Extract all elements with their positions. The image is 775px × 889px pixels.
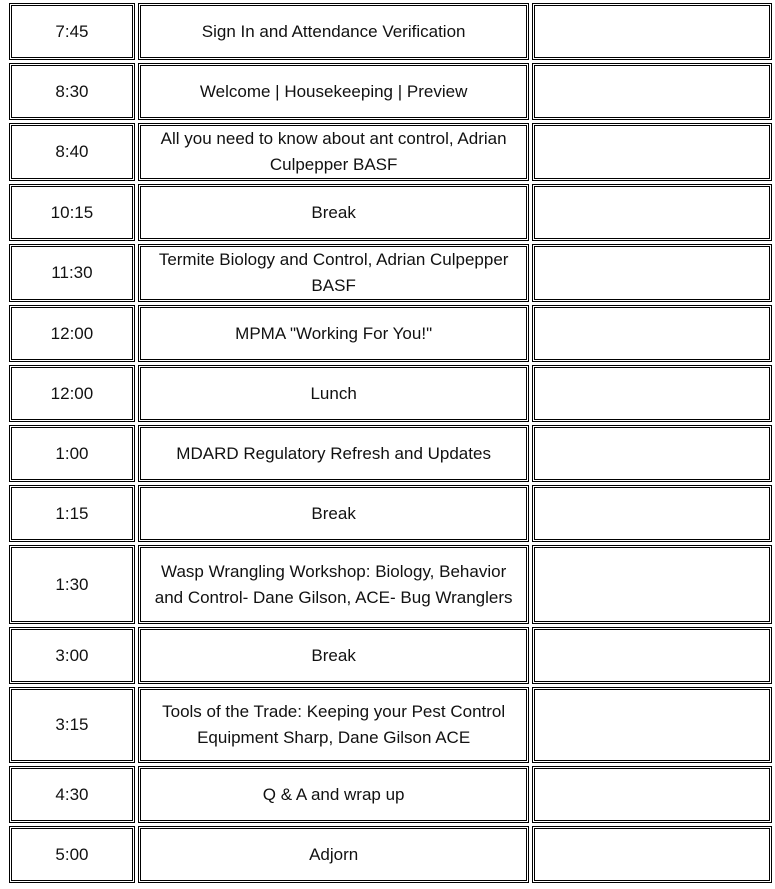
- agenda-row: [9, 365, 772, 422]
- agenda-title-cell: All you need to know about ant control, Adrian Culpepper BASF: [138, 123, 530, 181]
- agenda-time-cell: 10:15: [9, 184, 135, 241]
- agenda-time-cell: 12:00: [9, 365, 135, 422]
- agenda-note-cell: [532, 425, 772, 482]
- agenda-time-cell: 8:40: [9, 123, 135, 181]
- agenda-time-cell: 5:00: [9, 826, 135, 883]
- agenda-row: [9, 123, 772, 181]
- agenda-note-cell: [532, 123, 772, 181]
- agenda-time-cell: 12:00: [9, 305, 135, 362]
- agenda-time-cell: 7:45: [9, 3, 135, 60]
- agenda-row: [9, 826, 772, 883]
- agenda-time-cell: 1:15: [9, 485, 135, 542]
- agenda-body: [9, 3, 772, 883]
- agenda-time-cell: 8:30: [9, 63, 135, 120]
- agenda-time-cell: 3:15: [9, 687, 135, 763]
- agenda-row: [9, 184, 772, 241]
- agenda-note-cell: [532, 184, 772, 241]
- agenda-note-cell: [532, 826, 772, 883]
- agenda-row: [9, 3, 772, 60]
- agenda-row: [9, 687, 772, 763]
- agenda-row: [9, 244, 772, 302]
- agenda-title-cell: MDARD Regulatory Refresh and Updates: [138, 425, 530, 482]
- agenda-title-cell: Break: [138, 627, 530, 684]
- agenda-time-cell: 3:00: [9, 627, 135, 684]
- agenda-title-cell: Welcome | Housekeeping | Preview: [138, 63, 530, 120]
- agenda-note-cell: [532, 627, 772, 684]
- agenda-row: [9, 305, 772, 362]
- agenda-row: [9, 545, 772, 624]
- agenda-time-cell: 1:30: [9, 545, 135, 624]
- agenda-title-cell: Lunch: [138, 365, 530, 422]
- agenda-note-cell: [532, 365, 772, 422]
- agenda-note-cell: [532, 485, 772, 542]
- agenda-note-cell: [532, 545, 772, 624]
- agenda-title-cell: MPMA "Working For You!": [138, 305, 530, 362]
- agenda-title-cell: Sign In and Attendance Verification: [138, 3, 530, 60]
- agenda-title-cell: Tools of the Trade: Keeping your Pest Control Equipment Sharp, Dane Gilson ACE: [138, 687, 530, 763]
- agenda-note-cell: [532, 766, 772, 823]
- agenda-row: [9, 627, 772, 684]
- agenda-note-cell: [532, 305, 772, 362]
- agenda-row: [9, 63, 772, 120]
- agenda-title-cell: Break: [138, 485, 530, 542]
- agenda-title-cell: Termite Biology and Control, Adrian Culpepper BASF: [138, 244, 530, 302]
- agenda-time-cell: 4:30: [9, 766, 135, 823]
- agenda-note-cell: [532, 3, 772, 60]
- agenda-time-cell: 11:30: [9, 244, 135, 302]
- agenda-note-cell: [532, 687, 772, 763]
- agenda-note-cell: [532, 63, 772, 120]
- agenda-row: [9, 766, 772, 823]
- agenda-table: [6, 0, 775, 886]
- agenda-title-cell: Q & A and wrap up: [138, 766, 530, 823]
- agenda-row: [9, 425, 772, 482]
- agenda-title-cell: Break: [138, 184, 530, 241]
- agenda-title-cell: Wasp Wrangling Workshop: Biology, Behavior and Control- Dane Gilson, ACE- Bug Wranglers: [138, 545, 530, 624]
- agenda-row: [9, 485, 772, 542]
- agenda-title-cell: Adjorn: [138, 826, 530, 883]
- agenda-note-cell: [532, 244, 772, 302]
- agenda-time-cell: 1:00: [9, 425, 135, 482]
